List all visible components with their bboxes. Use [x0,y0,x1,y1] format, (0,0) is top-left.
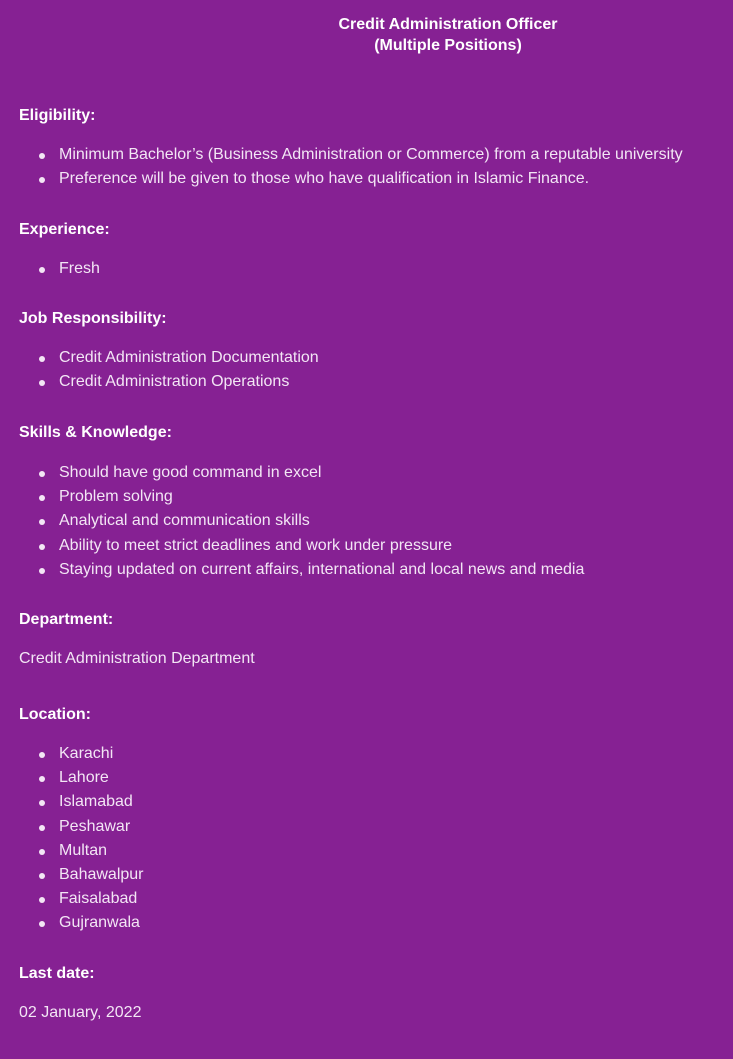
list-item-text: Should have good command in excel [59,464,322,481]
list-item-text: Multan [59,841,108,859]
location-heading: Location: [19,706,91,723]
job-title-line1: Credit Administration Officer [338,16,558,33]
responsibility-heading: Job Responsibility: [19,310,167,327]
bullet-icon [39,752,45,758]
list-item [0,485,584,509]
bullet-icon [39,568,45,574]
list-item [0,167,683,191]
list-item-text: Ability to meet strict deadlines and work under pressure [59,536,453,554]
bullet-icon [39,153,45,159]
list-item [0,887,144,911]
bullet-icon [39,776,45,782]
skills-list [0,461,584,582]
list-item-text: Gujranwala [59,914,140,932]
job-title [163,14,733,56]
job-title-line2: (Multiple Positions) [374,37,522,54]
list-item-text: Credit Administration Documentation [59,349,319,366]
department-value: Credit Administration Department [19,650,255,667]
bullet-icon [39,544,45,550]
list-item [0,863,144,887]
last-date-value: 02 January, 2022 [19,1004,142,1021]
bullet-icon [39,825,45,831]
bullet-icon [39,873,45,879]
skills-heading: Skills & Knowledge: [19,424,172,441]
list-item [0,558,584,582]
bullet-icon [39,519,45,525]
list-item [0,534,584,558]
last-date-heading: Last date: [19,965,95,982]
list-item-text: Peshawar [59,817,131,835]
bullet-icon [39,849,45,855]
responsibility-list [0,346,319,394]
list-item-text: Preference will be given to those who have qualification in Islamic Finance. [59,170,590,188]
location-list [0,742,144,936]
bullet-icon [39,495,45,501]
bullet-icon [39,356,45,362]
eligibility-list [0,143,683,191]
list-item [0,509,584,533]
list-item [0,815,144,839]
list-item [0,766,144,790]
list-item [0,257,100,281]
list-item [0,346,319,370]
department-heading: Department: [19,611,114,628]
experience-heading: Experience: [19,221,110,238]
experience-list [0,257,100,281]
list-item-text: Islamabad [59,793,133,811]
bullet-icon [39,267,45,273]
bullet-icon [39,921,45,927]
list-item-text: Staying updated on current affairs, international and local news and media [59,560,585,578]
bullet-icon [39,471,45,477]
list-item-text: Fresh [59,260,100,277]
list-item-text: Faisalabad [59,890,138,908]
eligibility-heading: Eligibility: [19,107,96,124]
list-item-text: Analytical and communication skills [59,512,310,530]
list-item-text: Lahore [59,769,109,787]
list-item [0,370,319,394]
bullet-icon [39,177,45,183]
list-item [0,839,144,863]
bullet-icon [39,380,45,386]
list-item [0,143,683,167]
list-item-text: Credit Administration Operations [59,373,290,391]
bullet-icon [39,800,45,806]
list-item [0,911,144,935]
list-item-text: Karachi [59,745,114,762]
list-item [0,790,144,814]
list-item [0,461,584,485]
list-item-text: Minimum Bachelor’s (Business Administration or Commerce) from a reputable university [59,146,683,163]
list-item [0,742,144,766]
list-item-text: Problem solving [59,488,173,506]
list-item-text: Bahawalpur [59,865,144,883]
bullet-icon [39,897,45,903]
